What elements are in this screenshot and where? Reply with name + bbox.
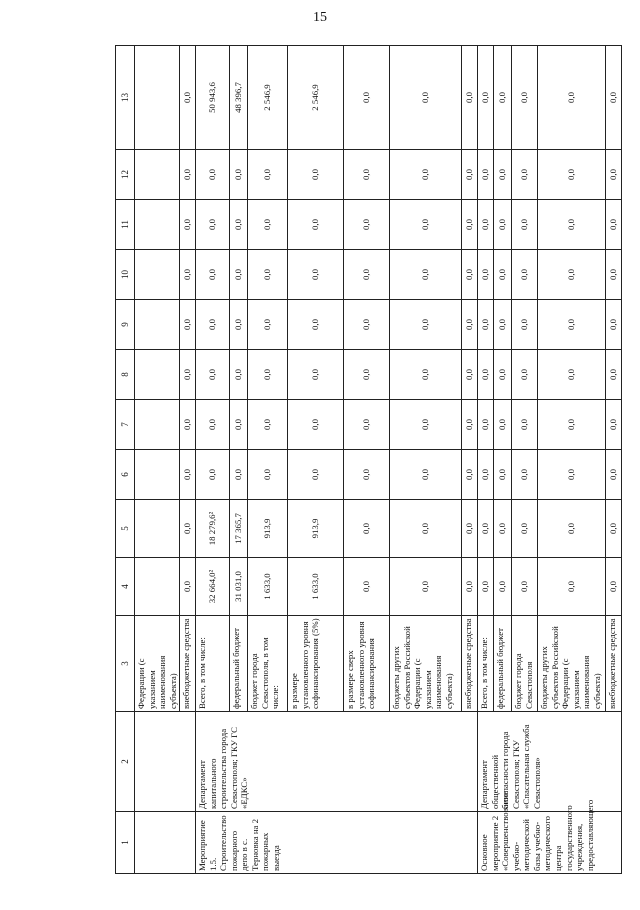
value-cell: 0,0 (248, 400, 288, 450)
value-cell: 0,0 (538, 450, 606, 500)
value-cell: 0,0 (390, 450, 462, 500)
value-cell: 0,0 (478, 46, 494, 150)
value-cell: 0,0 (390, 300, 462, 350)
value-cell (135, 450, 180, 500)
column-header-4: 4 (116, 558, 135, 616)
value-cell: 0,0 (538, 300, 606, 350)
table-row (478, 46, 494, 874)
value-cell: 0,0 (494, 46, 512, 150)
funding-source-cell: в размере сверх установленного уровня софинансирования (344, 616, 390, 712)
value-cell: 0,0 (494, 350, 512, 400)
value-cell: 2 546,9 (288, 46, 344, 150)
value-cell: 0,0 (180, 350, 196, 400)
value-cell: 0,0 (538, 350, 606, 400)
value-cell: 0,0 (180, 558, 196, 616)
value-cell: 0,0 (344, 250, 390, 300)
value-cell: 31 031,0 (230, 558, 248, 616)
value-cell: 0,0 (248, 300, 288, 350)
funding-source-cell: федеральный бюджет (494, 616, 512, 712)
value-cell: 0,0 (288, 150, 344, 200)
value-cell: 0,0 (478, 500, 494, 558)
executor-cell (135, 712, 196, 812)
funding-source-cell: в размере установленного уровня софинансирования (5%) (288, 616, 344, 712)
value-cell: 0,0 (606, 450, 622, 500)
value-cell: 0,0 (512, 350, 538, 400)
value-cell: 0,0 (288, 250, 344, 300)
value-cell: 50 943,6 (196, 46, 230, 150)
executor-cell: Департамент капитального строительства города Севастополя; ГКУ ГС «ЕДКС» (196, 712, 478, 812)
value-cell: 0,0 (478, 250, 494, 300)
value-cell: 0,0 (478, 150, 494, 200)
funding-source-cell: внебюджетные средства (462, 616, 478, 712)
value-cell: 0,0 (606, 150, 622, 200)
value-cell: 0,0 (288, 350, 344, 400)
activity-name-cell: Мероприятие 1.5. Строительство пожарного депо в с. Терновка на 2 пожарных выезда (196, 812, 478, 874)
value-cell: 0,0 (196, 250, 230, 300)
value-cell: 0,0 (512, 200, 538, 250)
column-header-13: 13 (116, 46, 135, 150)
column-header-11: 11 (116, 200, 135, 250)
value-cell: 0,0 (180, 46, 196, 150)
value-cell: 0,0 (512, 558, 538, 616)
column-header-12: 12 (116, 150, 135, 200)
value-cell: 0,0 (390, 400, 462, 450)
value-cell: 0,0 (390, 558, 462, 616)
value-cell (135, 200, 180, 250)
value-cell: 0,0 (606, 46, 622, 150)
value-cell: 0,0 (494, 400, 512, 450)
value-cell: 0,0 (606, 250, 622, 300)
value-cell: 0,0 (462, 46, 478, 150)
value-cell: 0,0 (606, 200, 622, 250)
activity-name-cell (135, 812, 196, 874)
value-cell: 0,0 (390, 200, 462, 250)
value-cell: 0,0 (462, 250, 478, 300)
table-row (135, 46, 180, 874)
value-cell: 48 396,7 (230, 46, 248, 150)
column-header-2: 2 (116, 712, 135, 812)
value-cell: 0,0 (180, 400, 196, 450)
value-cell: 0,0 (606, 500, 622, 558)
value-cell: 0,0 (196, 200, 230, 250)
column-header-7: 7 (116, 400, 135, 450)
value-cell: 0,0 (512, 250, 538, 300)
value-cell: 0,0 (478, 200, 494, 250)
value-cell: 0,0 (606, 300, 622, 350)
value-cell: 0,0 (288, 400, 344, 450)
value-cell: 0,0 (248, 350, 288, 400)
value-cell: 0,0 (478, 400, 494, 450)
value-cell: 0,0 (538, 46, 606, 150)
rotated-table-container (115, 46, 619, 874)
funding-source-cell: Всего, в том числе: (478, 616, 494, 712)
value-cell (135, 500, 180, 558)
value-cell: 0,0 (230, 400, 248, 450)
table-row (196, 46, 230, 874)
value-cell (135, 300, 180, 350)
value-cell: 0,0 (538, 150, 606, 200)
value-cell: 0,0 (180, 450, 196, 500)
value-cell: 0,0 (512, 150, 538, 200)
value-cell: 2 546,9 (248, 46, 288, 150)
value-cell: 0,0 (196, 450, 230, 500)
value-cell: 0,0 (248, 200, 288, 250)
value-cell: 32 664,0² (196, 558, 230, 616)
column-header-5: 5 (116, 500, 135, 558)
funding-source-cell: внебюджетные средства (606, 616, 622, 712)
value-cell: 0,0 (538, 200, 606, 250)
value-cell: 0,0 (462, 558, 478, 616)
funding-source-cell: федеральный бюджет (230, 616, 248, 712)
column-header-10: 10 (116, 250, 135, 300)
value-cell: 0,0 (344, 450, 390, 500)
value-cell: 0,0 (230, 150, 248, 200)
value-cell: 0,0 (344, 500, 390, 558)
value-cell: 0,0 (494, 500, 512, 558)
value-cell: 0,0 (344, 300, 390, 350)
funding-source-cell: бюджеты других субъектов Российской Федерации (с указанием наименования субъекта) (390, 616, 462, 712)
value-cell: 0,0 (248, 250, 288, 300)
value-cell: 0,0 (606, 558, 622, 616)
value-cell (135, 558, 180, 616)
value-cell: 1 633,0 (288, 558, 344, 616)
value-cell: 0,0 (288, 450, 344, 500)
value-cell: 18 279,6² (196, 500, 230, 558)
value-cell: 0,0 (462, 200, 478, 250)
funding-source-cell: бюджет города Севастополя, в том числе: (248, 616, 288, 712)
column-header-3: 3 (116, 616, 135, 712)
value-cell: 0,0 (196, 300, 230, 350)
column-header-1: 1 (116, 812, 135, 874)
value-cell: 0,0 (462, 150, 478, 200)
value-cell: 0,0 (230, 450, 248, 500)
value-cell: 0,0 (288, 300, 344, 350)
funding-source-cell: бюджеты других субъектов Российской Федерации (с указанием наименования субъекта) (538, 616, 606, 712)
value-cell: 0,0 (344, 400, 390, 450)
value-cell: 0,0 (390, 150, 462, 200)
value-cell: 0,0 (344, 350, 390, 400)
value-cell: 0,0 (196, 150, 230, 200)
value-cell (135, 350, 180, 400)
header-row (116, 46, 135, 874)
value-cell: 0,0 (344, 150, 390, 200)
value-cell: 0,0 (344, 558, 390, 616)
value-cell: 0,0 (538, 558, 606, 616)
value-cell: 0,0 (180, 150, 196, 200)
value-cell: 0,0 (538, 250, 606, 300)
table-body (135, 46, 622, 874)
value-cell: 0,0 (512, 46, 538, 150)
budget-table (115, 45, 622, 874)
value-cell: 0,0 (512, 500, 538, 558)
value-cell: 0,0 (512, 400, 538, 450)
page-number: 15 (313, 10, 327, 25)
value-cell: 0,0 (462, 450, 478, 500)
value-cell: 0,0 (512, 300, 538, 350)
value-cell: 0,0 (538, 400, 606, 450)
value-cell: 0,0 (538, 500, 606, 558)
funding-source-cell: Всего, в том числе: (196, 616, 230, 712)
value-cell: 0,0 (478, 558, 494, 616)
value-cell: 0,0 (494, 300, 512, 350)
value-cell: 0,0 (478, 300, 494, 350)
value-cell: 0,0 (390, 250, 462, 300)
value-cell: 0,0 (494, 558, 512, 616)
value-cell (135, 250, 180, 300)
value-cell: 0,0 (196, 350, 230, 400)
activity-name-cell: Основное мероприятие 2 «Совершенствование учебно-методической базы учебно-методического центра государственного учреждения, предоставляющего (478, 812, 622, 874)
funding-source-cell: бюджет города Севастополя (512, 616, 538, 712)
column-header-8: 8 (116, 350, 135, 400)
value-cell: 913,9 (288, 500, 344, 558)
value-cell: 0,0 (462, 500, 478, 558)
value-cell: 1 633,0 (248, 558, 288, 616)
funding-source-cell: внебюджетные средства (180, 616, 196, 712)
value-cell: 0,0 (180, 300, 196, 350)
value-cell: 0,0 (230, 350, 248, 400)
value-cell: 0,0 (344, 200, 390, 250)
value-cell: 0,0 (180, 500, 196, 558)
value-cell: 0,0 (462, 350, 478, 400)
value-cell: 0,0 (180, 250, 196, 300)
value-cell: 0,0 (606, 400, 622, 450)
value-cell: 17 365,7 (230, 500, 248, 558)
value-cell: 0,0 (288, 200, 344, 250)
funding-source-cell: Федерации (с указанием наименования субъекта) (135, 616, 180, 712)
value-cell: 0,0 (494, 250, 512, 300)
value-cell (135, 400, 180, 450)
value-cell: 0,0 (344, 46, 390, 150)
value-cell: 0,0 (230, 250, 248, 300)
value-cell: 0,0 (196, 400, 230, 450)
value-cell: 0,0 (248, 450, 288, 500)
column-header-6: 6 (116, 450, 135, 500)
value-cell: 0,0 (390, 46, 462, 150)
value-cell: 0,0 (230, 300, 248, 350)
value-cell: 0,0 (390, 350, 462, 400)
value-cell: 0,0 (512, 450, 538, 500)
value-cell (135, 46, 180, 150)
value-cell: 0,0 (248, 150, 288, 200)
value-cell: 0,0 (478, 450, 494, 500)
value-cell: 913,9 (248, 500, 288, 558)
executor-cell: Департамент общественной безопасности города Севастополя; ГКУ «Спасательная служба Севастополя» (478, 712, 622, 812)
value-cell: 0,0 (606, 350, 622, 400)
value-cell (135, 150, 180, 200)
value-cell: 0,0 (462, 300, 478, 350)
column-header-9: 9 (116, 300, 135, 350)
value-cell: 0,0 (494, 150, 512, 200)
value-cell: 0,0 (478, 350, 494, 400)
value-cell: 0,0 (494, 450, 512, 500)
value-cell: 0,0 (494, 200, 512, 250)
value-cell: 0,0 (390, 500, 462, 558)
value-cell: 0,0 (180, 200, 196, 250)
value-cell: 0,0 (230, 200, 248, 250)
value-cell: 0,0 (462, 400, 478, 450)
